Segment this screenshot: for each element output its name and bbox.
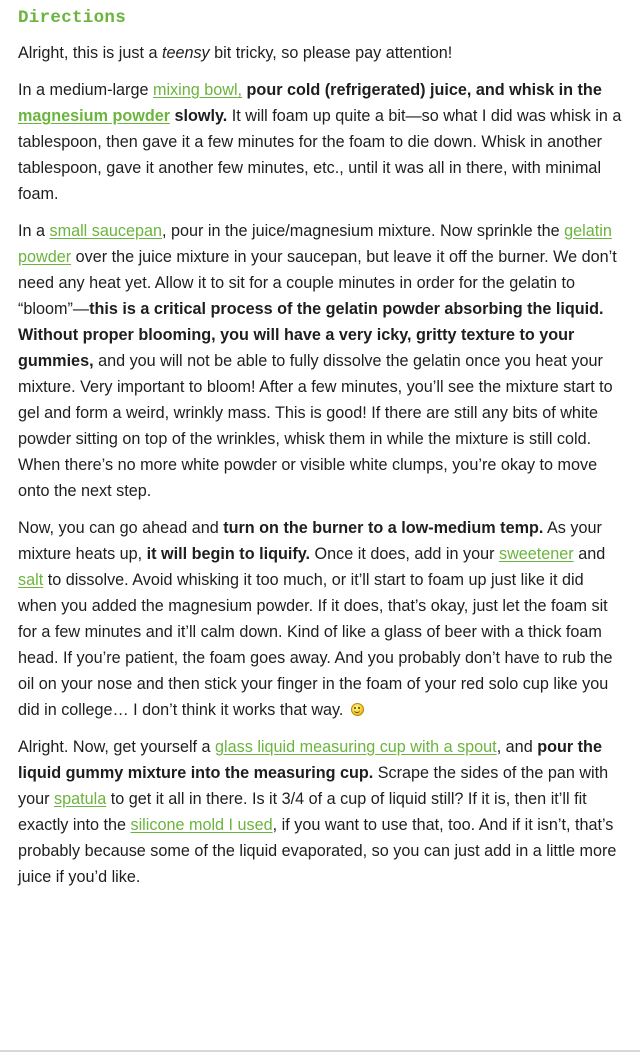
bold-text: this is a critical process of the gelatin powder absorbing the liquid. Without proper blooming, you will have a very icky, gritty texture to your gummies, bbox=[18, 300, 604, 370]
text: In a medium-large bbox=[18, 81, 153, 99]
text: over the juice mixture in your saucepan, but leave it off the burner. We don’t need any heat yet. Allow it to sit for a couple minutes in order for the gelatin to “bloom”— bbox=[18, 248, 617, 318]
text: In a bbox=[18, 222, 50, 240]
smiley-face-icon bbox=[351, 703, 364, 716]
spatula-link[interactable]: spatula bbox=[54, 790, 107, 808]
text: , pour in the juice/magnesium mixture. Now sprinkle the bbox=[161, 222, 565, 240]
paragraph-intro bbox=[18, 40, 626, 66]
sweetener-link[interactable]: sweetener bbox=[499, 545, 574, 563]
section-heading: Directions bbox=[18, 8, 127, 28]
emphasis-text: teensy bbox=[161, 44, 210, 62]
bold-text: pour cold (refrigerated) juice, and whisk in the bbox=[242, 81, 602, 99]
text: As your mixture heats up, bbox=[18, 519, 602, 563]
text: and you will not be able to fully dissolve the gelatin once you heat your mixture. Very important to bloom! After a few minutes, you’ll see the mixture start to gel and form a weird, wrinkly mass. This is good! If there are still any bits of white powder sitting on top of the wrinkles, whisk them in while the mixture is still cold. When there’s no more white powder or visible white clumps, you’re okay to move onto the next step. bbox=[18, 352, 613, 500]
text: and bbox=[573, 545, 606, 563]
text: bit tricky, so please pay attention! bbox=[209, 44, 453, 62]
text: , if you want to use that, too. And if it isn’t, that’s probably because some of the liquid evaporated, so you can just add in a little more juice if you’d like. bbox=[18, 816, 617, 886]
small-saucepan-link[interactable]: small saucepan bbox=[49, 222, 162, 240]
text: , and bbox=[496, 738, 538, 756]
text: It will foam up quite a bit—so what I did was whisk in a tablespoon, then gave it a few minutes for the foam to die down. Whisk in another tablespoon, gave it another few minutes, etc., until it was all in there, with minimal foam. bbox=[18, 107, 622, 203]
text: Once it does, add in your bbox=[310, 545, 500, 563]
paragraph-step-3 bbox=[18, 515, 626, 723]
text: Alright, this is just a bbox=[18, 44, 162, 62]
bold-text: slowly. bbox=[170, 107, 228, 125]
measuring-cup-link[interactable]: glass liquid measuring cup with a spout bbox=[215, 738, 497, 756]
paragraph-step-4 bbox=[18, 734, 626, 890]
text: Alright. Now, get yourself a bbox=[18, 738, 216, 756]
bold-text: pour the liquid gummy mixture into the measuring cup. bbox=[18, 738, 602, 782]
silicone-mold-link[interactable]: silicone mold I used bbox=[130, 816, 273, 834]
magnesium-powder-link[interactable]: magnesium powder bbox=[18, 107, 171, 125]
salt-link[interactable]: salt bbox=[18, 571, 44, 589]
paragraph-step-1 bbox=[18, 77, 626, 207]
gelatin-powder-link[interactable]: gelatin powder bbox=[18, 222, 612, 266]
text: to get it all in there. Is it 3/4 of a cup of liquid still? If it is, then it’ll fit exactly into the bbox=[18, 790, 587, 834]
mixing-bowl-link[interactable]: mixing bowl, bbox=[152, 81, 243, 99]
text: to dissolve. Avoid whisking it too much, or it’ll start to foam up just like it did when you added the magnesium powder. If it does, that’s okay, just let the foam sit for a few minutes and it’ll calm down. Kind of like a glass of beer with a thick foam head. If you’re patient, the foam goes away. And you probably don’t have to rub the oil on your nose and then stick your finger in the foam of your red solo cup like you did in college… I don’t think it works that way. bbox=[18, 571, 613, 719]
bold-text: it will begin to liquify. bbox=[146, 545, 311, 563]
text: Now, you can go ahead and bbox=[18, 519, 224, 537]
paragraph-step-2 bbox=[18, 218, 626, 504]
bold-text: turn on the burner to a low-medium temp. bbox=[223, 519, 544, 537]
text: Scrape the sides of the pan with your bbox=[18, 764, 609, 808]
